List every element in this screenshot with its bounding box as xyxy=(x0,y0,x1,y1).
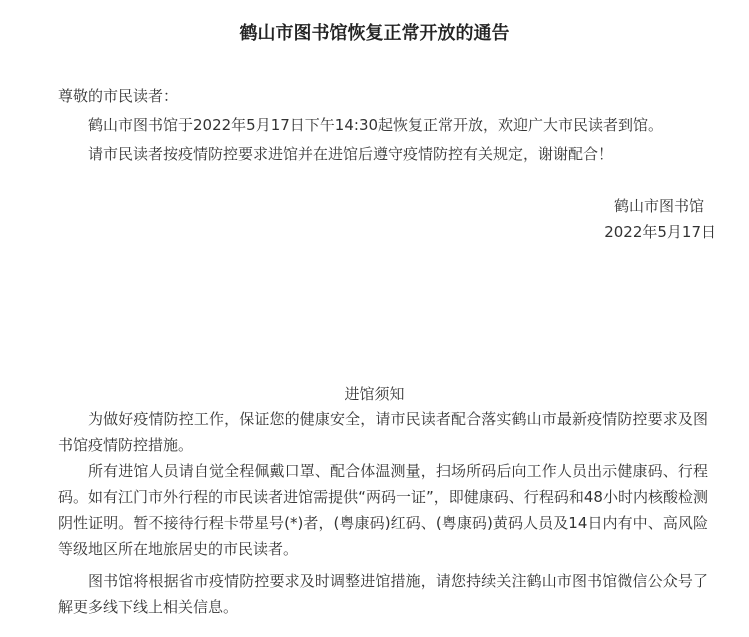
signature-date: 2022年5月17日 xyxy=(604,223,716,241)
notice-paragraph-3: 图书馆将根据省市疫情防控要求及时调整进馆措施，请您持续关注鹤山市图书馆微信公众号了解更多线下线上相关信息。 xyxy=(58,572,708,616)
page-title: 鹤山市图书馆恢复正常开放的通告 xyxy=(239,23,510,44)
notice-paragraph-1: 为做好疫情防控工作，保证您的健康安全，请市民读者配合落实鹤山市最新疫情防控要求及图书馆疫情防控措施。 xyxy=(58,410,708,454)
announcement-paragraph-1: 鹤山市图书馆于2022年5月17日下午14:30起恢复正常开放，欢迎广大市民读者到馆。 xyxy=(88,116,664,134)
salutation: 尊敬的市民读者： xyxy=(58,87,179,105)
notice-heading: 进馆须知 xyxy=(344,385,405,403)
signature-organization: 鹤山市图书馆 xyxy=(613,197,704,215)
notice-paragraph-2: 所有进馆人员请自觉全程佩戴口罩、配合体温测量，扫场所码后向工作人员出示健康码、行程码。如有江门市外行程的市民读者进馆需提供“两码一证”，即健康码、行程码和48小时内核酸检测阴性证明。暂不接待行程卡带星号(*)者，(粤康码)红码、(粤康码)黄码人员及14日内有中、高风险等级地区所在地旅居史的市民读者。 xyxy=(58,462,708,558)
announcement-paragraph-2: 请市民读者按疫情防控要求进馆并在进馆后遵守疫情防控有关规定，谢谢配合！ xyxy=(88,145,614,163)
